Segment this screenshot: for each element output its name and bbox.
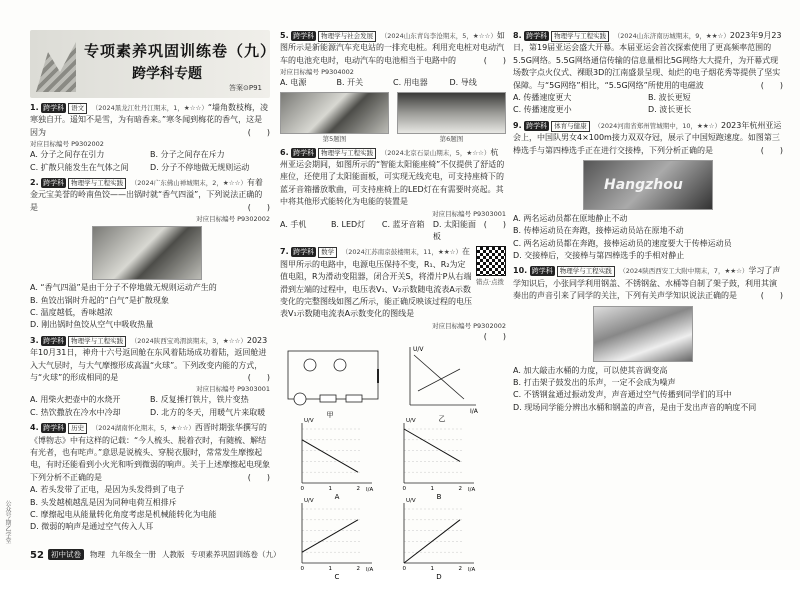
- subject-tag: 物理学与工程实践: [551, 31, 609, 42]
- interdisciplinary-tag: 跨学科: [43, 104, 65, 112]
- subject-tag: 体育与健康: [551, 121, 590, 132]
- footer-edition: 人教版: [162, 549, 185, 559]
- circuit-diagram: [288, 351, 378, 405]
- question-text: 学习了声学知识后，小张同学利用钢盖、不锈钢盆、水桶等自制了架子鼓，利用其演奏出的声音引来了同学的关注，下列有关声学知识说法正确的是: [513, 266, 781, 301]
- tick-label-i: 0: [402, 486, 406, 493]
- option-b: B. 鱼饺出锅时升起的“白气”是扩散现象: [30, 295, 169, 305]
- option-c: C. 温度越低，香味越浓: [30, 308, 113, 318]
- target-code: 对应目标编号 P9302002: [30, 140, 104, 149]
- interdisciplinary-tag: 跨学科: [526, 121, 548, 130]
- option-d: D. 导线: [449, 78, 477, 88]
- tick-label-i: 1: [430, 486, 434, 493]
- tick-label-i: 1: [430, 566, 434, 573]
- voltmeter-v1-icon: [304, 359, 316, 371]
- option-a: A. 若头发带了正电，是因为头发得到了电子: [30, 485, 185, 495]
- option-c: C. 用电器: [393, 78, 428, 88]
- subject-tag: 语文: [68, 103, 87, 114]
- option-d: D. 刚出锅时鱼饺从空气中吸收热量: [30, 320, 154, 330]
- interdisciplinary-tag: 跨学科: [43, 424, 65, 433]
- answer-blank: ( ): [247, 127, 270, 137]
- question-text: “墙角数枝梅，凌寒独自开。遥知不是雪，为有暗香来。”寒冬闻到梅花的香气，这是因为: [30, 103, 269, 137]
- qr-code-icon: [476, 246, 506, 276]
- option-d: D. 分子不停地做无规则运动: [150, 162, 250, 172]
- question-6: [280, 147, 506, 244]
- axis-label-u: U/V: [406, 418, 416, 425]
- question-number: 4.: [30, 423, 39, 433]
- answer-blank: ( ): [247, 472, 270, 482]
- question-number: 6.: [280, 147, 289, 157]
- option-a: A. 手机: [280, 219, 307, 229]
- option-label: A: [334, 493, 340, 502]
- option-a: A. 加大敲击水桶的力度，可以使其音调变高: [513, 365, 668, 375]
- option-d: D. 北方的冬天，用暖气片来取暖: [150, 407, 266, 417]
- footer-bar: [48, 548, 281, 561]
- question-text: 2023年10月31日，神舟十六号返回舱在东风着陆场成功着陆，返回舱进入大气层时，与大气摩擦形成高温“火球”。下列改变内能的方式，与“火球”的形成相同的是: [30, 335, 268, 382]
- graph-yi: [410, 347, 476, 405]
- question-source: （2024陕西宝鸡渭滨期末，3，★☆☆）: [130, 336, 247, 345]
- question-source: （2024河南省郑州管城期中，10，★★☆）: [594, 121, 721, 130]
- solar-bench-photo: [397, 92, 506, 134]
- option-label: C: [334, 573, 340, 582]
- option-a: A. 分子之间存在引力: [30, 150, 105, 160]
- page-footer: [30, 548, 770, 562]
- brand-chip: 初中试卷: [48, 549, 84, 561]
- subject-tag: 数学: [318, 247, 337, 258]
- option-graph-b: [403, 418, 476, 501]
- question-source: （2024陕西西安工大附中期末，7，★★☆）: [619, 267, 749, 276]
- graph-line-v2: [414, 355, 464, 399]
- question-text: 有着金元宝美誉的岭南鱼饺——出锅时就“香气四溢”，下列说法正确的是: [30, 178, 263, 212]
- axis-label-i: I/A: [468, 487, 476, 494]
- question-7: [280, 246, 506, 595]
- axis-label-i: I/A: [366, 487, 374, 494]
- tick-label-i: 2: [356, 486, 360, 493]
- tick-label-i: 0: [402, 566, 406, 573]
- banner-decoration-icon: [36, 42, 76, 92]
- target-code: 对应目标编号 P9302002: [196, 215, 270, 224]
- question-source: （2024江苏南京鼓楼期末，11，★★☆）: [341, 248, 462, 257]
- question-2: [30, 177, 270, 332]
- page-title: 专项素养巩固训练卷（九）: [84, 42, 277, 60]
- footer-grade: 九年级全一册: [111, 549, 156, 559]
- option-d: D. 微弱的响声是通过空气传入人耳: [30, 522, 154, 532]
- voltmeter-v2-icon: [334, 359, 346, 371]
- question-source: （2024广东佛山禅城期末，2，★☆☆）: [130, 179, 247, 188]
- axis-label-u: U/V: [304, 418, 314, 425]
- option-b: B. 反复捶打铁片，铁片变热: [150, 395, 249, 405]
- tick-label-i: 0: [300, 566, 304, 573]
- question-number: 2.: [30, 178, 39, 188]
- option-a: A. “香气四溢”是由于分子不停地做无规则运动产生的: [30, 283, 217, 293]
- axis-label-i: I/A: [366, 567, 374, 574]
- target-code: 对应目标编号 P9304002: [280, 68, 354, 77]
- subject-tag: 物理学与工程实践: [318, 148, 376, 159]
- question-source: （2024北京石景山期末，5，★☆☆）: [380, 148, 491, 157]
- question-number: 9.: [513, 120, 522, 130]
- axis-label-i: I/A: [470, 408, 478, 416]
- circuit-loop: [288, 351, 378, 399]
- question-4: [30, 422, 270, 534]
- figure-caption: 第6题图: [439, 134, 464, 143]
- option-b: B. 波长更短: [648, 92, 691, 102]
- question-text: 西晋时期张华撰写的《博物志》中有这样的记载：“今人梳头、脱着衣时，有随梳、解结有光者，也有咤声。”意思是说梳头、穿脱衣服时，常常发生摩擦起电，有时还能看到小火光和听到微弱的响声。关于上述摩擦起电现象下列分析不正确的是: [30, 423, 270, 482]
- answer-blank: ( ): [760, 80, 783, 90]
- tick-label-i: 0: [300, 486, 304, 493]
- option-label: B: [436, 493, 442, 502]
- question-1: [30, 102, 270, 174]
- option-label: D: [436, 573, 442, 582]
- column-left: [30, 102, 270, 537]
- answer-blank: ( ): [247, 372, 270, 382]
- column-middle: [280, 30, 506, 599]
- question-text: 杭州亚运会期间，如图所示的“智能太阳能座椅”不仅提供了舒适的座位，还使用了太阳能面板，可实现无线充电，可支持座椅下的蓝牙音箱播放歌曲，可支持座椅上的LED灯在有需要时亮起。其中将其他形式能转化为电能的装置是: [280, 147, 505, 207]
- answer-blank: ( ): [760, 291, 783, 301]
- subject-tag: 物理学与社会发展: [318, 31, 376, 42]
- target-code: 对应目标编号 P9303001: [432, 209, 506, 218]
- page-subtitle: 跨学科专题: [132, 66, 202, 82]
- tick-label-i: 2: [458, 566, 462, 573]
- photo-banner-text: Hangzhou: [604, 176, 683, 193]
- interdisciplinary-tag: 跨学科: [526, 32, 548, 40]
- resistor-r2-icon: [346, 395, 362, 402]
- question-9: [513, 120, 783, 263]
- question-source: （2024黑龙江牡丹江期末，1，★☆☆）: [91, 104, 208, 112]
- option-a: A. 传播速度更大: [513, 92, 572, 102]
- target-code: 对应目标编号 P9302002: [432, 321, 506, 330]
- question-8: [513, 30, 783, 117]
- question-10: [513, 265, 783, 414]
- ammeter-icon: [294, 393, 306, 405]
- figure-label-yi: 乙: [438, 415, 446, 424]
- graph-line: [302, 440, 358, 472]
- option-a: A. 用柴火把壶中的水烧开: [30, 395, 121, 405]
- question-source: （2024山东青岛李沧期末，5，★☆☆）: [380, 32, 497, 40]
- option-b: B. 传棒运动员在奔跑，接棒运动员站在原地不动: [513, 226, 684, 236]
- axis-label-u: U/V: [406, 498, 416, 505]
- qr-caption: 错点·点拨: [475, 278, 505, 287]
- answer-blank: ( ): [760, 145, 783, 155]
- option-c: C. 蓝牙音箱: [381, 219, 425, 229]
- option-graph-c: [301, 498, 374, 581]
- subject-tag: 物理学与工程实践: [557, 266, 615, 277]
- edge-watermark: 公众号·期乙学堂: [4, 500, 11, 544]
- axis-label-i: I/A: [468, 567, 476, 574]
- question-source: （2024山东济南历城期末，9，★★☆）: [613, 32, 730, 40]
- option-a: A. 两名运动员都在原地静止不动: [513, 213, 628, 223]
- graph-line-v1: [418, 369, 460, 391]
- interdisciplinary-tag: 跨学科: [531, 267, 553, 276]
- interdisciplinary-tag: 跨学科: [293, 248, 315, 257]
- footer-section: 专项素养巩固训练卷（九）: [190, 549, 281, 559]
- question-text: 2023年杭州亚运会上，中国队男女4×100m接力双双夺冠，展示了中国短跑速度。如图第三棒选手与第四棒选手正在进行交接棒，下列分析正确的是: [513, 120, 782, 155]
- option-b: B. 分子之间存在斥力: [150, 150, 225, 160]
- option-d: D. 波长更长: [648, 105, 692, 115]
- answer-blank: ( ): [483, 55, 506, 65]
- page-number: 52: [30, 550, 44, 561]
- figure-label-jia: 甲: [326, 411, 334, 420]
- option-c: C. 传播速度更小: [513, 105, 572, 115]
- interdisciplinary-tag: 跨学科: [43, 336, 65, 345]
- option-graph-a: [301, 418, 374, 501]
- resistor-r1-icon: [320, 395, 336, 402]
- answer-blank: ( ): [247, 202, 270, 212]
- option-a: A. 电源: [280, 78, 307, 88]
- question-text: 如图所示是新能源汽车充电站的一排充电桩。利用充电桩对电动汽车的电池充电时，电动汽车的电池相当于电路中的: [280, 31, 505, 65]
- answer-blank: ( ): [483, 331, 506, 341]
- relay-photo: [583, 160, 713, 210]
- question-number: 10.: [513, 266, 528, 276]
- dumpling-photo: [92, 226, 202, 280]
- question-3: [30, 335, 270, 419]
- tick-label-i: 1: [328, 566, 332, 573]
- option-b: B. 头发越梳越乱是因为同种电荷互相排斥: [30, 497, 177, 507]
- axis-label-u: U/V: [413, 346, 424, 354]
- question-number: 1.: [30, 103, 39, 112]
- tick-label-i: 2: [356, 566, 360, 573]
- interdisciplinary-tag: 跨学科: [293, 32, 315, 40]
- answer-blank: ( ): [483, 219, 506, 229]
- subject-tag: 历史: [68, 423, 87, 434]
- option-b: B. 打击架子鼓发出的乐声，一定不会成为噪声: [513, 378, 676, 388]
- column-right: [513, 30, 783, 417]
- option-d: D. 太阳能面板: [432, 219, 477, 242]
- answer-reference: 答案⊙P91: [229, 84, 262, 93]
- question-number: 3.: [30, 335, 39, 345]
- option-d: D. 现场同学能分辨出水桶和钢盖的声音，是由于发出声音的响度不同: [513, 402, 757, 412]
- question-text: 2023年9月23日，第19届亚运会盛大开幕。本届亚运会首次探索使用了更高频率范围的5.5G网络。5.5G网络通信传输的信息量相比5G网络大大提升，为开幕式现场数字点火仪式、裸眼3D的江南盛景呈现、灿烂的电子烟花秀等提供了坚实保障。与“5G网络”相比，“5.5G网络”所使用的电磁波: [513, 31, 782, 90]
- option-b: B. LED灯: [330, 219, 366, 229]
- option-c: C. 两名运动员都在奔跑，接棒运动员的速度要大于传棒运动员: [513, 238, 732, 248]
- figure-caption: 第5题图: [322, 134, 347, 143]
- question-number: 8.: [513, 31, 522, 40]
- question-5: [280, 30, 506, 144]
- subject-tag: 物理学与工程实践: [68, 178, 126, 189]
- option-graph-d: [403, 498, 476, 581]
- option-d: D. 交接棒后，交接棒与第四棒选手的手相对静止: [513, 251, 685, 261]
- tick-label-i: 2: [458, 486, 462, 493]
- target-code: 对应目标编号 P9303001: [196, 385, 270, 394]
- axis-label-u: U/V: [304, 498, 314, 505]
- question-number: 5.: [280, 31, 289, 40]
- option-c: C. 扩散只能发生在气体之间: [30, 162, 129, 172]
- tick-label-i: 1: [328, 486, 332, 493]
- option-c: C. 摩擦起电从能量转化角度考虑是机械能转化为电能: [30, 509, 217, 519]
- interdisciplinary-tag: 跨学科: [293, 148, 315, 157]
- title-banner: [30, 30, 277, 98]
- graph-line: [404, 429, 460, 461]
- charging-station-photo: [280, 92, 389, 134]
- option-c: C. 热饮撒放在冷水中冷却: [30, 407, 121, 417]
- option-c: C. 不锈钢盆通过振动发声，声音通过空气传播到同学们的耳中: [513, 390, 732, 400]
- interdisciplinary-tag: 跨学科: [43, 179, 65, 188]
- drum-kit-photo: [593, 306, 693, 362]
- question-text: 在图甲所示的电路中，电源电压保持不变，R₁、R₂为定值电阻，R为滑动变阻器，闭合开关S，将滑片P从右端滑到左端的过程中，电压表V₁、V₂示数随电流表A示数变化的完整图线如图乙所示，能正确反映该过程的电压表V₁示数随电流表A示数变化的图线是: [280, 247, 472, 319]
- subject-tag: 物理学与工程实践: [68, 336, 126, 347]
- option-b: B. 开关: [336, 78, 364, 88]
- question-number: 7.: [280, 247, 289, 257]
- question-source: （2024湖南怀化期末，5，★☆☆）: [91, 424, 195, 433]
- footer-subject: 物理: [90, 549, 105, 559]
